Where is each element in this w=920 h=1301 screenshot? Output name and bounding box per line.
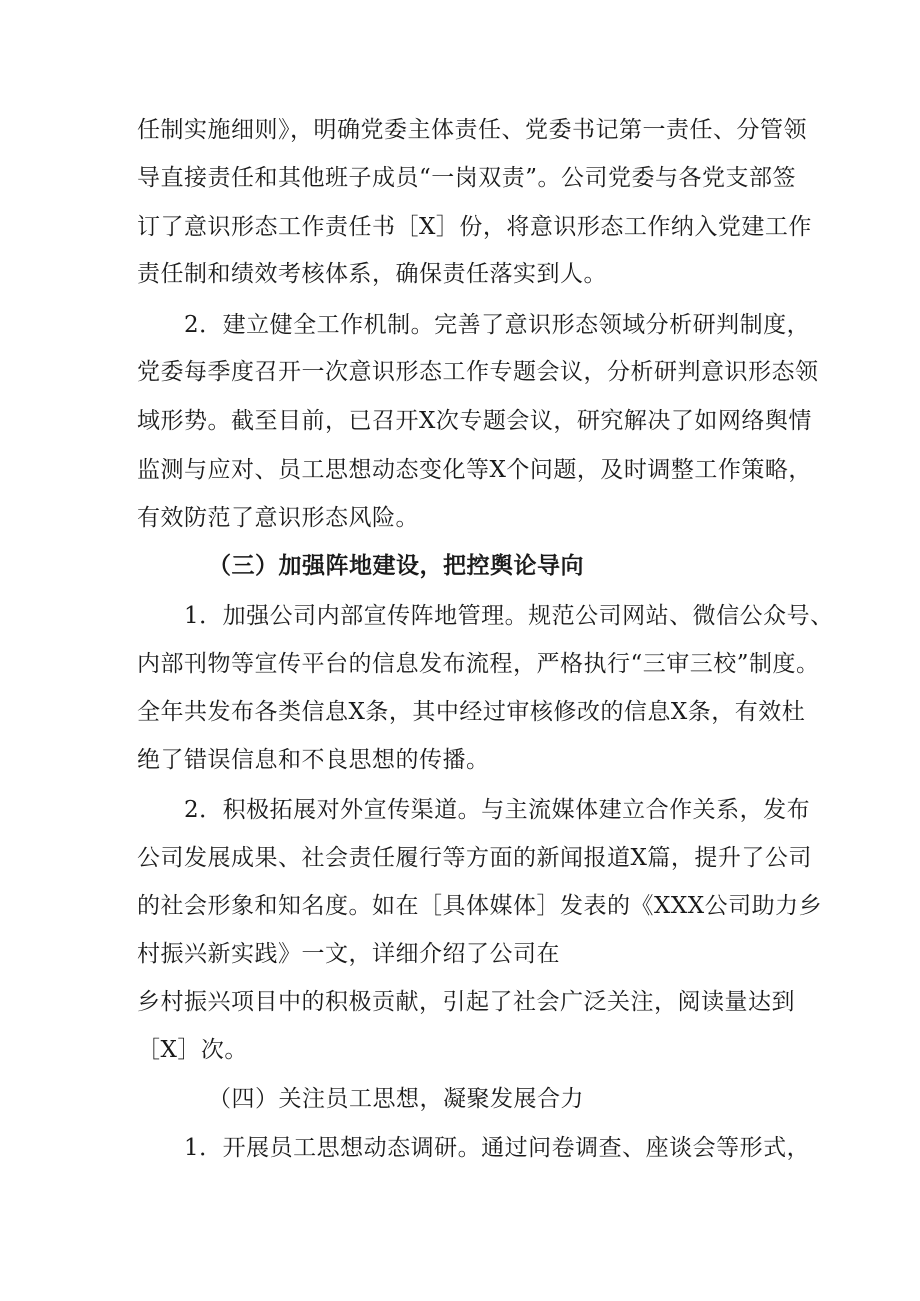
body-text-line: 村振兴新实践》一文，详细介绍了公司在 [137,941,560,967]
body-text-line: 公司发展成果、社会责任履行等方面的新闻报道X篇，提升了公司 [137,845,812,871]
paragraph-start-line: 1．加强公司内部宣传阵地管理。规范公司网站、微信公众号、 [184,603,834,629]
body-text-line: 乡村振兴项目中的积极贡献，引起了社会广泛关注，阅读量达到 [137,989,795,1015]
body-text-line: 有效防范了意识形态风险。 [137,505,419,531]
paragraph-start-line: 1．开展员工思想动态调研。通过问卷调查、座谈会等形式， [184,1135,811,1161]
body-text-line: 绝了错误信息和不良思想的传播。 [137,747,490,773]
paragraph-start-line: 2．建立健全工作机制。完善了意识形态领域分析研判制度， [184,312,811,338]
paragraph-start-line: 2．积极拓展对外宣传渠道。与主流媒体建立合作关系，发布 [184,797,811,823]
body-text-line: 域形势。截至目前，已召开X次专题会议，研究解决了如网络舆情 [137,408,812,434]
body-text-line: 内部刊物等宣传平台的信息发布流程，严格执行“三审三校”制度。 [137,651,820,677]
section-heading-4: （四）关注员工思想，凝聚发展合力 [208,1086,584,1112]
body-text-line: 订了意识形态工作责任书［X］份，将意识形态工作纳入党建工作 [137,214,812,240]
body-text-line: 导直接责任和其他班子成员“一岗双责”。公司党委与各党支部签 [137,165,797,191]
body-text-line: ［X］次。 [137,1037,248,1063]
body-text-line: 党委每季度召开一次意识形态工作专题会议，分析研判意识形态领 [137,359,819,385]
body-text-line: 全年共发布各类信息X条，其中经过审核修改的信息X条，有效杜 [137,699,806,725]
body-text-line: 的社会形象和知名度。如在［具体媒体］发表的《XXX公司助力乡 [137,893,823,919]
section-heading-3: （三）加强阵地建设，把控舆论导向 [208,552,584,579]
body-text-line: 任制实施细则》，明确党委主体责任、党委书记第一责任、分管领 [137,117,807,143]
body-text-line: 监测与应对、员工思想动态变化等X个问题，及时调整工作策略， [137,457,812,483]
body-text-line: 责任制和绩效考核体系，确保责任落实到人。 [137,261,607,287]
